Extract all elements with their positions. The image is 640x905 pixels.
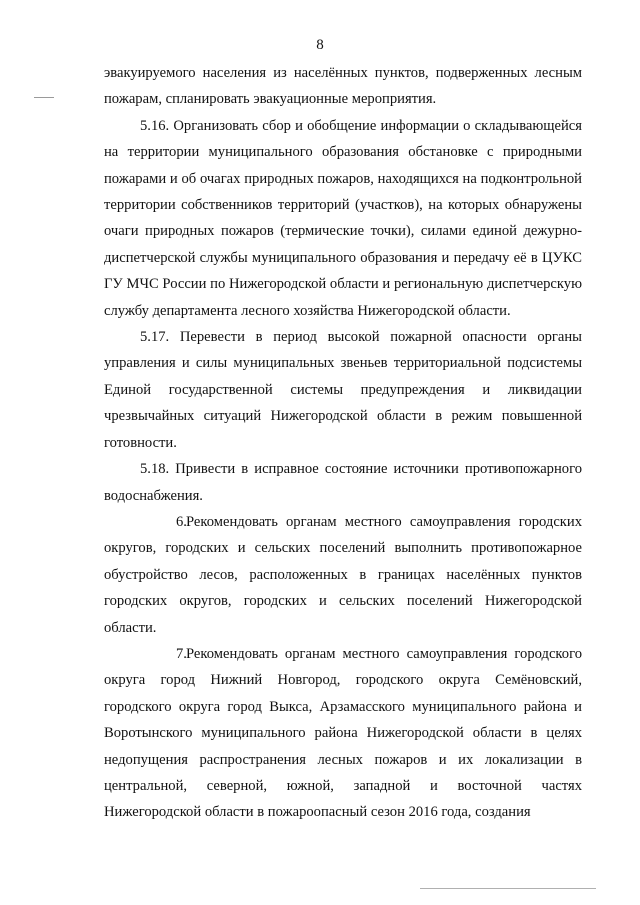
item-number-label: 7. xyxy=(176,645,187,662)
paragraph-text: Рекомендовать органам местного самоуправления городского округа город Нижний Новгород, городского округа Семёновский, городского округа город Выкса, Арзамасского муниципального района и Воротынского муниципального района Нижегородской области в целях недопущения распространения лесных пожаров и их локализации в центральной, северной, южной, западной и восточной частях Нижегородской области в пожароопасный сезон 2016 года, создания xyxy=(104,645,582,821)
scan-artifact-mark xyxy=(420,888,596,889)
item-number-label: 6. xyxy=(176,513,187,530)
paragraph-item-7 xyxy=(104,641,582,826)
page-number: 8 xyxy=(316,37,324,53)
document-body xyxy=(104,60,582,826)
scan-artifact-mark xyxy=(34,97,54,98)
paragraph-item-6 xyxy=(104,509,582,641)
paragraph-text: Рекомендовать органам местного самоуправления городских округов, городских и сельских поселений выполнить противопожарное обустройство лесов, расположенных в границах населённых пунктов городских округов, городских и сельских поселений Нижегородской области. xyxy=(104,513,582,636)
paragraph-item-5-16: 5.16. Организовать сбор и обобщение информации о складывающейся на территории муниципального образования обстановке с природными пожарами и об очагах природных пожаров, находящихся на подконтрольной территории собственников территорий (участков), на которых обнаружены очаги природных пожаров (термические точки), силами единой дежурно-диспетчерской службы муниципального образования и передачу её в ЦУКС ГУ МЧС России по Нижегородской области и региональную диспетчерскую службу департамента лесного хозяйства Нижегородской области. xyxy=(104,117,582,319)
paragraph-item-5-18: 5.18. Привести в исправное состояние источники противопожарного водоснабжения. xyxy=(104,461,582,504)
paragraph-continuation: эвакуируемого населения из населённых пунктов, подверженных лесным пожарам, спланировать эвакуационные мероприятия. xyxy=(104,65,582,108)
paragraph-item-5-17: 5.17. Перевести в период высокой пожарной опасности органы управления и силы муниципальных звеньев территориальной подсистемы Единой государственной системы предупреждения и ликвидации чрезвычайных ситуаций Нижегородской области в режим повышенной готовности. xyxy=(104,329,582,451)
